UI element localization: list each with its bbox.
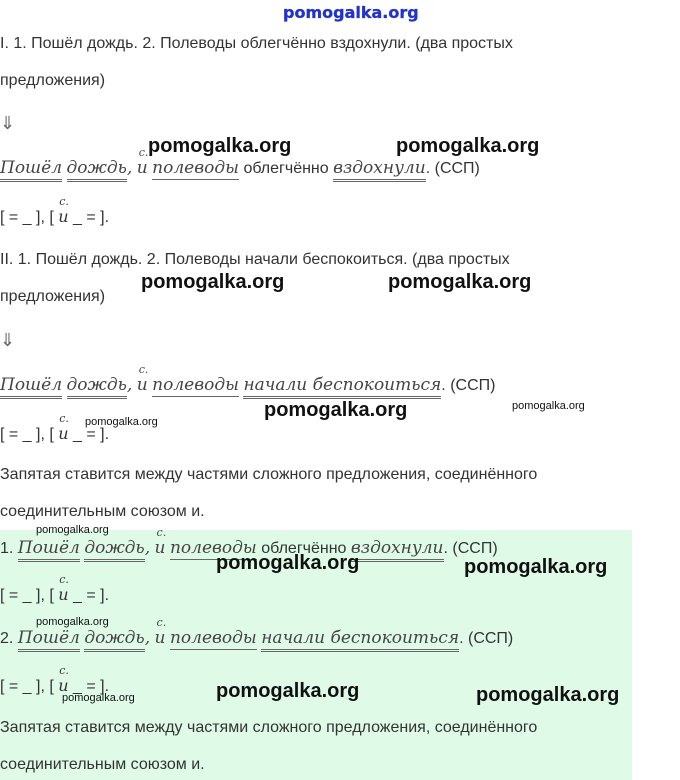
predicate-word: дождь xyxy=(84,628,144,652)
ssp-label: . (ССП) xyxy=(459,630,514,647)
conjunction xyxy=(136,363,149,395)
subject-word: Пошёл xyxy=(18,628,80,652)
predicate-word-2: начали беспокоиться xyxy=(243,375,441,399)
subject-word-2: полеводы xyxy=(169,628,257,648)
predicate-word-2: вздохнули xyxy=(333,158,426,182)
subject-word-2: полеводы xyxy=(169,538,257,558)
explanation-line1: Запятая ставится между частями сложного предложения, соединённого xyxy=(0,466,538,483)
conjunction xyxy=(154,616,167,648)
part1-schema xyxy=(0,195,110,227)
answer-explanation-line1: Запятая ставится между частями сложного предложения, соединённого xyxy=(0,719,538,736)
conj-mark: с. xyxy=(156,526,167,539)
watermark: pomogalka.org xyxy=(62,692,135,704)
schema-conj xyxy=(58,412,69,443)
watermark: pomogalka.org xyxy=(216,552,360,574)
part2-text-line2: предложения) xyxy=(0,288,106,305)
watermark: pomogalka.org xyxy=(464,556,608,578)
predicate-word-2: начали беспокоиться xyxy=(261,628,459,652)
watermark: pomogalka.org xyxy=(396,135,540,157)
schema-left: [ = _ ], [ xyxy=(0,209,54,226)
subject-word: Пошёл xyxy=(0,158,62,182)
subject-word: Пошёл xyxy=(18,538,80,562)
conj-mark: с. xyxy=(138,363,149,376)
subject-word-2: полеводы xyxy=(152,375,239,395)
comma: , xyxy=(126,375,133,395)
explanation-line2: соединительным союзом и. xyxy=(0,503,205,520)
subject-word-2: полеводы xyxy=(152,158,239,178)
part2-text-line1: II. 1. Пошёл дождь. 2. Полеводы начали беспокоиться. (два простых xyxy=(0,251,510,268)
schema-right: _ = ]. xyxy=(73,587,110,604)
part1-text-line2: предложения) xyxy=(0,72,106,89)
schema-left: [ = _ ], [ xyxy=(0,678,54,695)
watermark-top: pomogalka.org xyxy=(283,3,419,22)
predicate-word: дождь xyxy=(67,158,127,182)
schema-left: [ = _ ], [ xyxy=(0,426,54,443)
part2-sentence xyxy=(0,363,496,395)
schema-conj-mark: с. xyxy=(59,573,69,586)
down-arrow-icon: ⇓ xyxy=(0,113,16,134)
conj-letter: и xyxy=(136,375,148,395)
schema-conj-mark: с. xyxy=(59,664,69,677)
schema-right: _ = ]. xyxy=(73,426,110,443)
answer-number-2: 2. xyxy=(0,630,14,647)
subject-word: Пошёл xyxy=(0,375,62,399)
ssp-label: . (ССП) xyxy=(441,377,496,394)
conj-mark: с. xyxy=(156,616,167,629)
watermark: pomogalka.org xyxy=(476,684,620,706)
conj-letter: и xyxy=(154,538,166,558)
schema-conj-letter: и xyxy=(58,207,69,226)
schema-conj-letter: и xyxy=(58,676,69,695)
conjunction xyxy=(136,146,149,178)
predicate-word: дождь xyxy=(67,375,127,399)
schema-right: _ = ]. xyxy=(73,678,110,695)
adverb-word: облегчённо xyxy=(261,540,347,557)
schema-conj-letter: и xyxy=(58,424,69,443)
comma: , xyxy=(144,628,151,648)
conj-mark: с. xyxy=(138,146,149,159)
part1-text-line1: I. 1. Пошёл дождь. 2. Полеводы облегчённо вздохнули. (два простых xyxy=(0,35,513,52)
watermark: pomogalka.org xyxy=(36,524,109,536)
schema-conj-mark: с. xyxy=(59,195,69,208)
watermark: pomogalka.org xyxy=(512,400,585,412)
conjunction xyxy=(154,526,167,558)
ssp-label: . (ССП) xyxy=(443,540,498,557)
watermark: pomogalka.org xyxy=(216,680,360,702)
watermark: pomogalka.org xyxy=(148,135,292,157)
answer-explanation-line2: соединительным союзом и. xyxy=(0,756,205,773)
schema-conj xyxy=(58,573,69,604)
watermark: pomogalka.org xyxy=(36,616,109,628)
predicate-word-2: вздохнули xyxy=(351,538,444,562)
watermark: pomogalka.org xyxy=(85,416,158,428)
watermark: pomogalka.org xyxy=(264,399,408,421)
schema-conj xyxy=(58,195,69,226)
ssp-label: . (ССП) xyxy=(425,160,480,177)
schema-conj-letter: и xyxy=(58,585,69,604)
comma: , xyxy=(126,158,133,178)
answer-number-1: 1. xyxy=(0,540,14,557)
predicate-word: дождь xyxy=(84,538,144,562)
answer-schema-1 xyxy=(0,573,110,605)
conj-letter: и xyxy=(136,158,148,178)
schema-conj-mark: с. xyxy=(59,412,69,425)
watermark: pomogalka.org xyxy=(141,271,285,293)
conj-letter: и xyxy=(154,628,166,648)
down-arrow-icon-2: ⇓ xyxy=(0,330,16,351)
schema-left: [ = _ ], [ xyxy=(0,587,54,604)
comma: , xyxy=(144,538,151,558)
schema-right: _ = ]. xyxy=(73,209,110,226)
watermark: pomogalka.org xyxy=(388,271,532,293)
adverb-word: облегчённо xyxy=(243,160,329,177)
